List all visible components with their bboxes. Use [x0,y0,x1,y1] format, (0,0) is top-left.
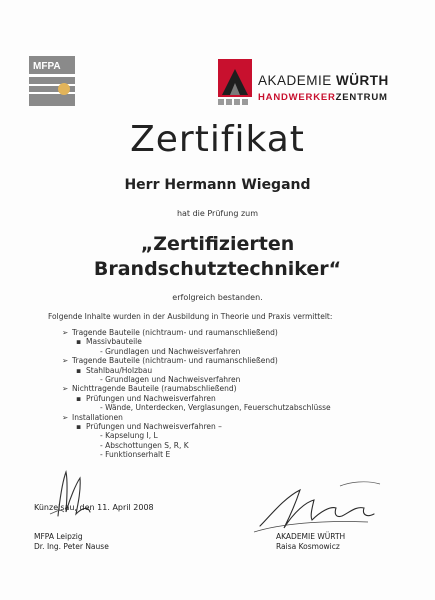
left-signatory [34,532,109,551]
left-signatory-name: Dr. Ing. Peter Nause [34,541,109,551]
list-detail [62,431,392,459]
list-detail-line: - Grundlagen und Nachweisverfahren [100,375,241,385]
qualification-line-2: Brandschutztechniker“ [93,258,342,280]
list-detail-line: - Grundlagen und Nachweisverfahren [100,346,241,356]
qualification-line-1: „Zertifizierten [140,233,295,255]
list-item-title: Nichttragende Bauteile (raumabschließend) [72,384,237,394]
list-subitem [62,337,392,346]
content-intro: Folgende Inhalte wurden in der Ausbildung in Theorie und Praxis vermittelt: [48,312,333,321]
arrow-bullet-icon: ➢ [62,328,69,337]
right-signature [240,476,400,540]
list-item-title: Tragende Bauteile (nichtraum- und raumanschließend) [72,356,278,366]
left-signature [30,468,120,528]
right-signatory-org: AKADEMIE WÜRTH [276,532,346,541]
right-signatory-name: Raisa Kosmowicz [276,541,340,551]
date-line: Künzelsau, den 11. April 2008 [34,503,154,512]
list-subitem-label: Prüfungen und Nachweisverfahren – [86,422,222,432]
square-bullet-icon: ▪ [76,337,82,347]
arrow-bullet-icon: ➢ [62,384,69,394]
svg-text:AKADEMIE WÜRTH: AKADEMIE WÜRTH [258,73,389,88]
passed-text: erfolgreich bestanden. [172,293,263,302]
arrow-bullet-icon: ➢ [62,356,69,366]
list-subitem-label: Massivbauteile [86,337,142,347]
list-subitem [62,422,392,431]
list-subitem [62,366,392,375]
list-detail [62,375,392,384]
list-subitem [62,394,392,403]
arrow-bullet-icon: ➢ [62,412,69,422]
list-subitem-label: Stahlbau/Holzbau [86,365,153,375]
list-subitem-label: Prüfungen und Nachweisverfahren [86,393,216,403]
mfpa-logo [29,56,75,106]
list-item [62,328,392,337]
list-detail [62,403,392,412]
content-list [62,328,392,460]
square-bullet-icon: ▪ [76,422,82,432]
list-item [62,413,392,422]
svg-text:HANDWERKERZENTRUM: HANDWERKERZENTRUM [258,92,388,103]
svg-text:MFPA: MFPA [33,61,61,72]
qualification-title [0,232,435,282]
exam-text: hat die Prüfung zum [176,209,259,218]
list-item-title: Tragende Bauteile (nichtraum- und raumanschließend) [72,328,278,337]
list-detail-line: - Abschottungen S, R, K [100,440,189,450]
square-bullet-icon: ▪ [76,365,82,375]
list-detail-line: - Kapselung I, L [100,431,158,441]
recipient-name: Herr Hermann Wiegand [124,177,311,193]
list-item [62,384,392,393]
left-signatory-org: MFPA Leipzig [34,532,83,541]
list-detail-line: - Wände, Unterdecken, Verglasungen, Feuerschutzabschlüsse [100,403,331,413]
square-bullet-icon: ▪ [76,393,82,403]
list-detail [62,347,392,356]
right-signatory [276,532,345,551]
list-item [62,356,392,365]
list-detail-line: - Funktionserhalt E [100,450,171,460]
akademie-wurth-logo [218,57,400,107]
certificate-title: Zertifikat [130,119,305,160]
list-item-title: Installationen [72,412,123,422]
